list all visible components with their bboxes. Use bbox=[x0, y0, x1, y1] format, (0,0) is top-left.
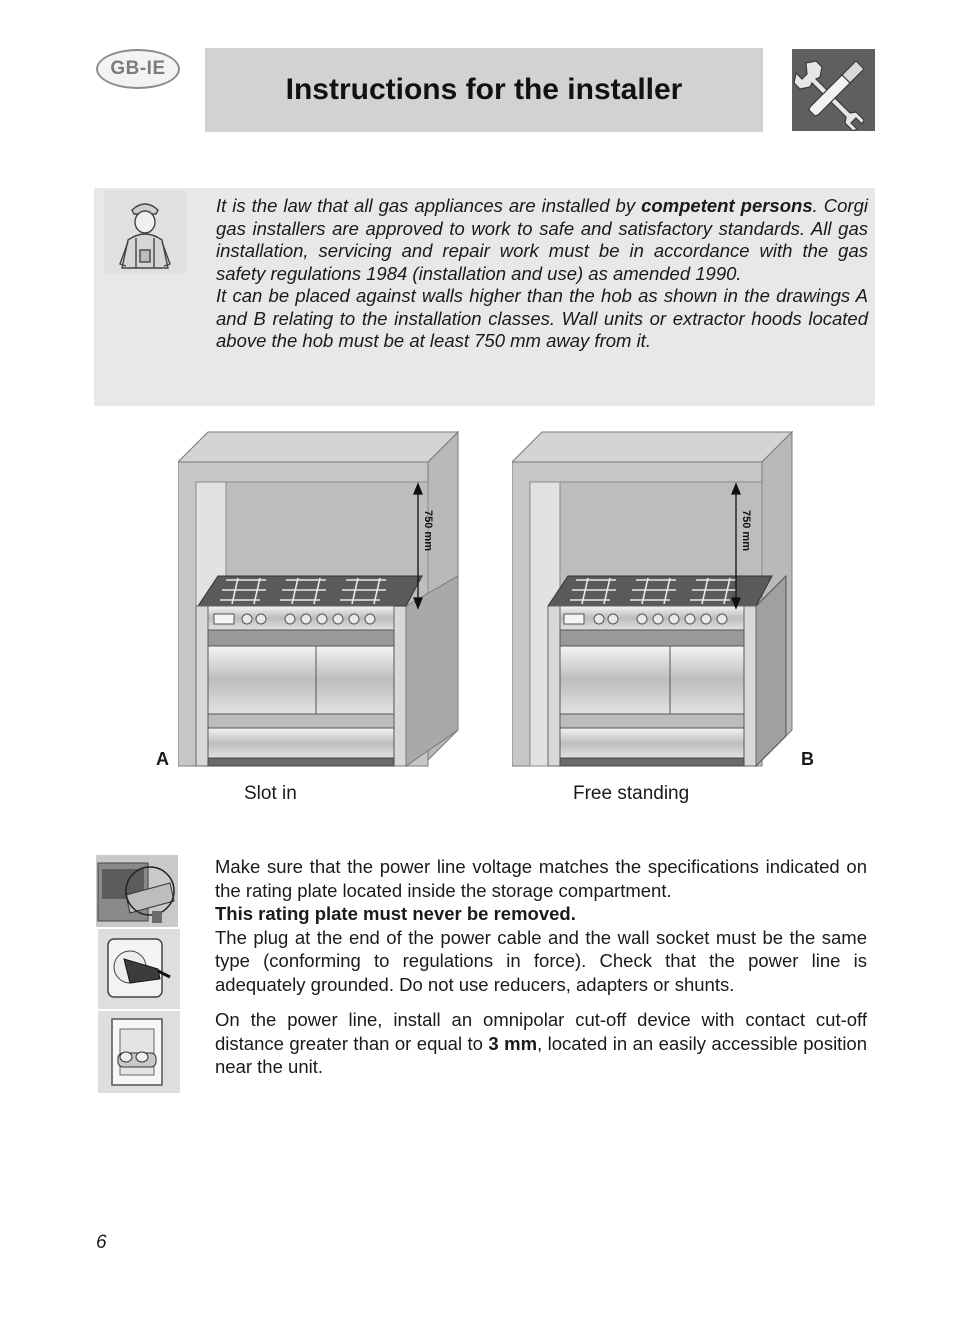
intro-paragraph-law: It is the law that all gas appliances are installed by competent persons. Corgi gas installers are approved to work to safe and satisfactory standards. All gas installation, servicing and repair work must be in accordance with the gas safety regulations 1984 (installation and use) as amended 1990. bbox=[216, 195, 868, 284]
region-badge: GB-IE bbox=[96, 49, 180, 89]
dimension-label-b: 750 mm bbox=[740, 510, 752, 551]
competent-persons-text: competent persons bbox=[641, 195, 813, 216]
intro-text bbox=[216, 195, 868, 353]
installer-person-icon bbox=[104, 190, 186, 274]
cutoff-paragraph: On the power line, install an omnipolar cut-off device with contact cut-off distance greater than or equal to 3 mm, located in an easily accessible position near the unit. bbox=[215, 1009, 868, 1077]
dimension-label-a: 750 mm bbox=[422, 510, 434, 551]
figure-letter-b: B bbox=[801, 749, 814, 769]
figure-slot-in bbox=[178, 430, 460, 768]
intro-paragraph-walls: It can be placed against walls higher than the hob as shown in the drawings A and B relating to the installation classes. Wall units or extractor hoods located above the hob must be at least 750 mm away from it. bbox=[216, 285, 868, 351]
wall-socket-plug-icon bbox=[98, 929, 180, 1009]
rating-plate-compartment-icon bbox=[96, 855, 178, 927]
figure-letter-a: A bbox=[156, 749, 169, 769]
figure-caption-slot-in: Slot in bbox=[244, 783, 297, 804]
rating-plate-warning: This rating plate must never be removed. bbox=[215, 903, 576, 924]
omnipolar-switch-icon bbox=[98, 1011, 180, 1093]
page-title: Instructions for the installer bbox=[285, 73, 683, 106]
plug-paragraph: The plug at the end of the power cable and the wall socket must be the same type (conforming to regulations in force). Check that the power line is adequately grounded. Do not use reducers, adapters or shunts. bbox=[215, 926, 867, 995]
electrical-instructions bbox=[215, 855, 867, 1079]
figure-caption-free-standing: Free standing bbox=[573, 783, 690, 804]
cutoff-distance-text: 3 mm bbox=[488, 1032, 538, 1054]
figure-free-standing bbox=[512, 430, 794, 768]
wrench-screwdriver-icon bbox=[792, 49, 875, 131]
title-bar bbox=[205, 48, 763, 132]
page-number: 6 bbox=[96, 1232, 107, 1253]
voltage-paragraph: Make sure that the power line voltage matches the specifications indicated on the rating plate located inside the storage compartment. bbox=[215, 856, 867, 901]
